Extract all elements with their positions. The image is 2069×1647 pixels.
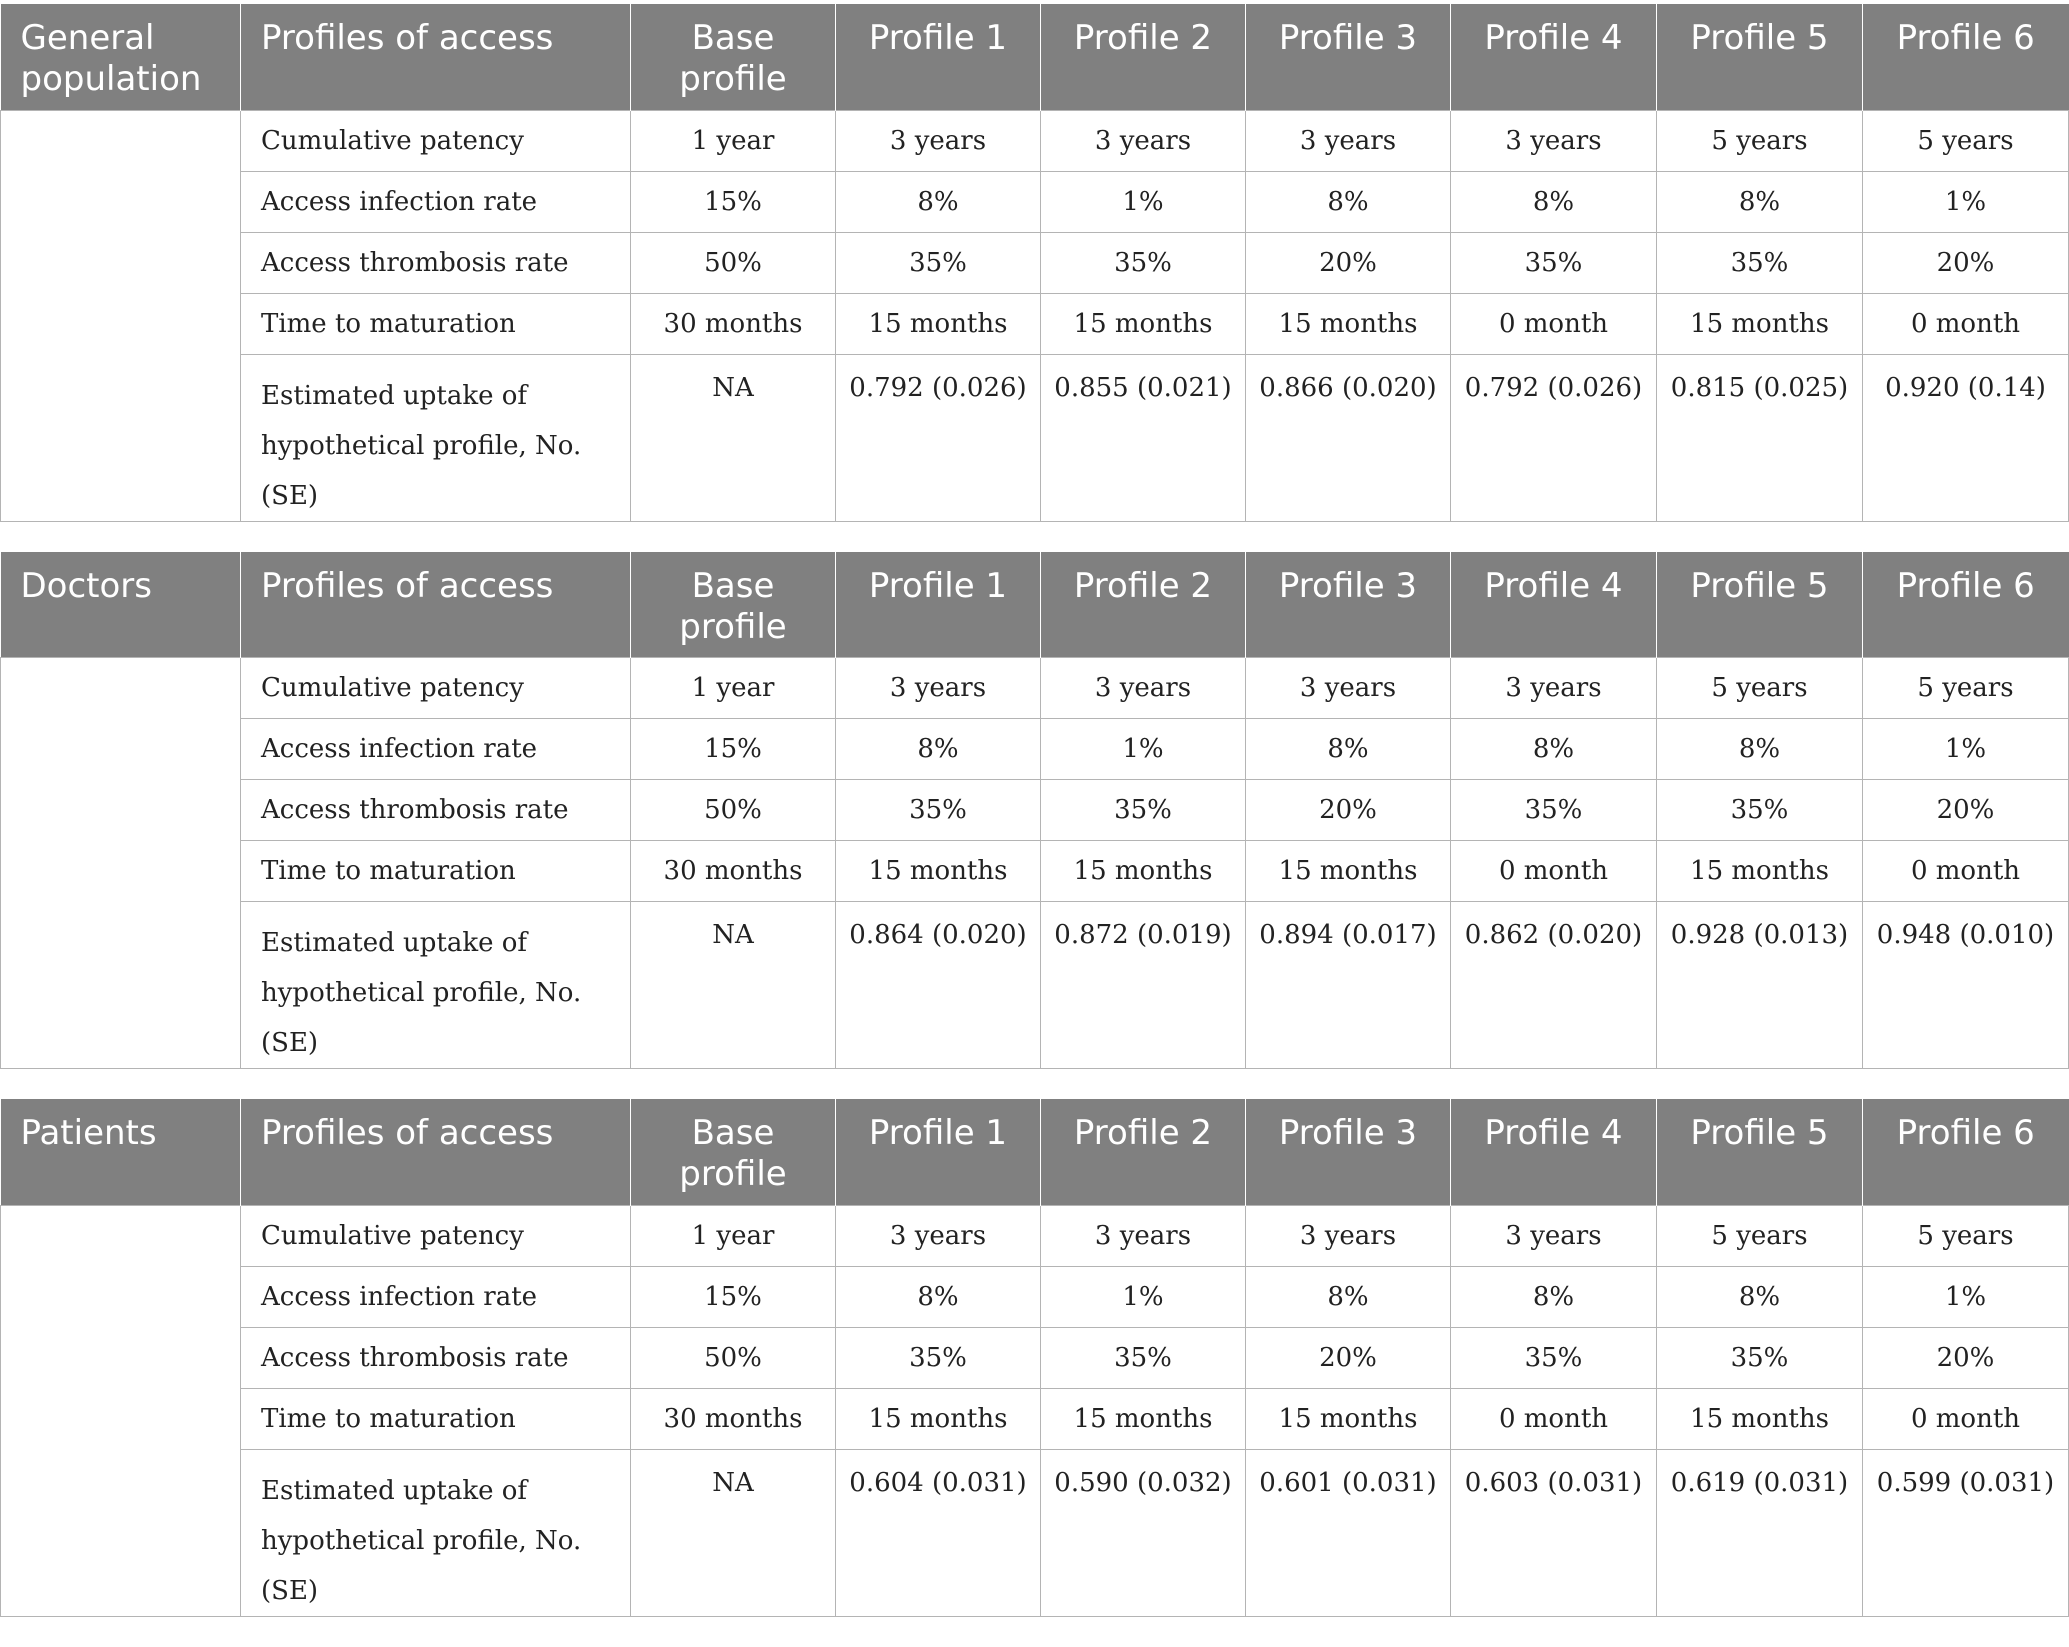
row-label: Access infection rate: [241, 719, 631, 780]
cell: 8%: [836, 1266, 1041, 1327]
cell: 15 months: [836, 1388, 1041, 1449]
cell: 8%: [1246, 171, 1451, 232]
row-label: Access thrombosis rate: [241, 232, 631, 293]
table-row: [1, 1266, 2069, 1327]
cell: 1 year: [631, 110, 836, 171]
row-label: Access thrombosis rate: [241, 780, 631, 841]
row-label: Cumulative patency: [241, 1205, 631, 1266]
table-row: [1, 354, 2069, 521]
tables-container: [0, 4, 2068, 1647]
cell: 0.619 (0.031): [1657, 1449, 1863, 1616]
cell: 15 months: [1657, 293, 1863, 354]
cell: 15 months: [1246, 841, 1451, 902]
cell: 15 months: [1041, 1388, 1246, 1449]
cell: 20%: [1246, 1327, 1451, 1388]
cell: 3 years: [1041, 1205, 1246, 1266]
cell: 3 years: [1246, 110, 1451, 171]
table-row: [1, 232, 2069, 293]
profile-1-header: Profile 1: [836, 4, 1041, 110]
base-profile-header: Base profile: [631, 4, 836, 110]
table-row: [1, 1388, 2069, 1449]
cell: 1 year: [631, 1205, 836, 1266]
cell: 35%: [1657, 1327, 1863, 1388]
cell: 1%: [1041, 1266, 1246, 1327]
cell: 8%: [1451, 171, 1657, 232]
cell: 50%: [631, 1327, 836, 1388]
cell: 0.815 (0.025): [1657, 354, 1863, 521]
row-label: Time to maturation: [241, 1388, 631, 1449]
cell: 20%: [1246, 232, 1451, 293]
table-row: [1, 902, 2069, 1069]
table-row: [1, 171, 2069, 232]
row-label: Access infection rate: [241, 1266, 631, 1327]
group-header: General population: [1, 4, 241, 110]
cell: 3 years: [836, 658, 1041, 719]
cell: 3 years: [1246, 1205, 1451, 1266]
group-spacer-cell: [1, 658, 241, 1069]
row-label: Access thrombosis rate: [241, 1327, 631, 1388]
profiles-of-access-header: Profiles of access: [241, 4, 631, 110]
cell: 5 years: [1863, 1205, 2069, 1266]
table-row: [1, 658, 2069, 719]
profile-2-header: Profile 2: [1041, 4, 1246, 110]
table-row: [1, 1205, 2069, 1266]
table-row: [1, 293, 2069, 354]
cell: 35%: [1041, 1327, 1246, 1388]
table-row: [1, 1327, 2069, 1388]
cell: 8%: [1246, 1266, 1451, 1327]
row-label: Estimated uptake of hypothetical profile, No. (SE): [241, 902, 631, 1069]
table-row: [1, 719, 2069, 780]
cell: 20%: [1863, 232, 2069, 293]
cell: 0.866 (0.020): [1246, 354, 1451, 521]
cell: 20%: [1246, 780, 1451, 841]
group-spacer-cell: [1, 1205, 241, 1616]
cell: 0.872 (0.019): [1041, 902, 1246, 1069]
cell: 15 months: [1657, 1388, 1863, 1449]
cell: 30 months: [631, 293, 836, 354]
group-header: Doctors: [1, 552, 241, 658]
cell: 15%: [631, 171, 836, 232]
cell: 35%: [836, 780, 1041, 841]
header-row: [1, 1099, 2069, 1205]
cell: 0.590 (0.032): [1041, 1449, 1246, 1616]
cell: 15 months: [1657, 841, 1863, 902]
cell: 0.894 (0.017): [1246, 902, 1451, 1069]
cell: 5 years: [1657, 110, 1863, 171]
cell: 20%: [1863, 1327, 2069, 1388]
cell: 1 year: [631, 658, 836, 719]
profile-2-header: Profile 2: [1041, 1099, 1246, 1205]
row-label: Cumulative patency: [241, 658, 631, 719]
cell: 8%: [1451, 1266, 1657, 1327]
profile-4-header: Profile 4: [1451, 4, 1657, 110]
cell: NA: [631, 902, 836, 1069]
cell: 0.855 (0.021): [1041, 354, 1246, 521]
table-row: [1, 1449, 2069, 1616]
cell: 8%: [836, 171, 1041, 232]
cell: 35%: [1657, 232, 1863, 293]
cell: 1%: [1863, 719, 2069, 780]
profiles-of-access-header: Profiles of access: [241, 552, 631, 658]
cell: 35%: [1451, 232, 1657, 293]
profile-3-header: Profile 3: [1246, 552, 1451, 658]
profile-1-header: Profile 1: [836, 1099, 1041, 1205]
cell: 5 years: [1863, 658, 2069, 719]
cell: 0 month: [1863, 1388, 2069, 1449]
base-profile-header: Base profile: [631, 1099, 836, 1205]
cell: 8%: [1451, 719, 1657, 780]
cell: 8%: [1246, 719, 1451, 780]
table-row: [1, 841, 2069, 902]
cell: 15%: [631, 719, 836, 780]
table-row: [1, 780, 2069, 841]
profile-4-header: Profile 4: [1451, 552, 1657, 658]
row-label: Cumulative patency: [241, 110, 631, 171]
profile-1-header: Profile 1: [836, 552, 1041, 658]
cell: 15 months: [1041, 841, 1246, 902]
cell: 1%: [1863, 171, 2069, 232]
cell: 15 months: [1041, 293, 1246, 354]
cell: 50%: [631, 232, 836, 293]
cell: 1%: [1041, 719, 1246, 780]
base-profile-header: Base profile: [631, 552, 836, 658]
cell: 30 months: [631, 841, 836, 902]
cell: 3 years: [1041, 658, 1246, 719]
cell: 3 years: [836, 1205, 1041, 1266]
cell: 35%: [1041, 780, 1246, 841]
table-doctors: [0, 552, 2069, 1070]
cell: 15 months: [836, 841, 1041, 902]
cell: 0.599 (0.031): [1863, 1449, 2069, 1616]
profile-5-header: Profile 5: [1657, 4, 1863, 110]
cell: 0 month: [1451, 293, 1657, 354]
cell: 3 years: [1246, 658, 1451, 719]
cell: 5 years: [1657, 658, 1863, 719]
profile-3-header: Profile 3: [1246, 4, 1451, 110]
cell: 3 years: [836, 110, 1041, 171]
row-label: Estimated uptake of hypothetical profile, No. (SE): [241, 354, 631, 521]
cell: 35%: [836, 232, 1041, 293]
row-label: Time to maturation: [241, 293, 631, 354]
profile-2-header: Profile 2: [1041, 552, 1246, 658]
cell: 3 years: [1451, 658, 1657, 719]
cell: 35%: [1041, 232, 1246, 293]
cell: 15 months: [836, 293, 1041, 354]
table-row: [1, 110, 2069, 171]
cell: 8%: [1657, 719, 1863, 780]
row-label: Time to maturation: [241, 841, 631, 902]
profile-6-header: Profile 6: [1863, 552, 2069, 658]
cell: 0.862 (0.020): [1451, 902, 1657, 1069]
cell: 0.792 (0.026): [1451, 354, 1657, 521]
cell: 5 years: [1863, 110, 2069, 171]
cell: 0 month: [1451, 841, 1657, 902]
cell: 1%: [1041, 171, 1246, 232]
table-patients: [0, 1099, 2069, 1617]
cell: 35%: [1657, 780, 1863, 841]
cell: 5 years: [1657, 1205, 1863, 1266]
cell: 0.928 (0.013): [1657, 902, 1863, 1069]
table-general-population: [0, 4, 2069, 522]
cell: 0.948 (0.010): [1863, 902, 2069, 1069]
cell: 8%: [1657, 171, 1863, 232]
cell: 30 months: [631, 1388, 836, 1449]
cell: 0.601 (0.031): [1246, 1449, 1451, 1616]
profile-6-header: Profile 6: [1863, 1099, 2069, 1205]
cell: 0 month: [1863, 841, 2069, 902]
cell: 3 years: [1451, 1205, 1657, 1266]
cell: 0 month: [1451, 1388, 1657, 1449]
cell: NA: [631, 1449, 836, 1616]
cell: 0.792 (0.026): [836, 354, 1041, 521]
cell: 3 years: [1451, 110, 1657, 171]
cell: 0.604 (0.031): [836, 1449, 1041, 1616]
cell: 8%: [1657, 1266, 1863, 1327]
cell: 15 months: [1246, 293, 1451, 354]
group-spacer-cell: [1, 110, 241, 521]
cell: 50%: [631, 780, 836, 841]
profiles-of-access-header: Profiles of access: [241, 1099, 631, 1205]
cell: NA: [631, 354, 836, 521]
header-row: [1, 4, 2069, 110]
profile-6-header: Profile 6: [1863, 4, 2069, 110]
cell: 35%: [1451, 1327, 1657, 1388]
cell: 35%: [836, 1327, 1041, 1388]
header-row: [1, 552, 2069, 658]
cell: 0 month: [1863, 293, 2069, 354]
row-label: Access infection rate: [241, 171, 631, 232]
profile-4-header: Profile 4: [1451, 1099, 1657, 1205]
cell: 15 months: [1246, 1388, 1451, 1449]
cell: 15%: [631, 1266, 836, 1327]
cell: 8%: [836, 719, 1041, 780]
profile-5-header: Profile 5: [1657, 1099, 1863, 1205]
cell: 0.603 (0.031): [1451, 1449, 1657, 1616]
cell: 35%: [1451, 780, 1657, 841]
cell: 3 years: [1041, 110, 1246, 171]
cell: 1%: [1863, 1266, 2069, 1327]
row-label: Estimated uptake of hypothetical profile, No. (SE): [241, 1449, 631, 1616]
cell: 20%: [1863, 780, 2069, 841]
cell: 0.920 (0.14): [1863, 354, 2069, 521]
profile-5-header: Profile 5: [1657, 552, 1863, 658]
profile-3-header: Profile 3: [1246, 1099, 1451, 1205]
cell: 0.864 (0.020): [836, 902, 1041, 1069]
group-header: Patients: [1, 1099, 241, 1205]
